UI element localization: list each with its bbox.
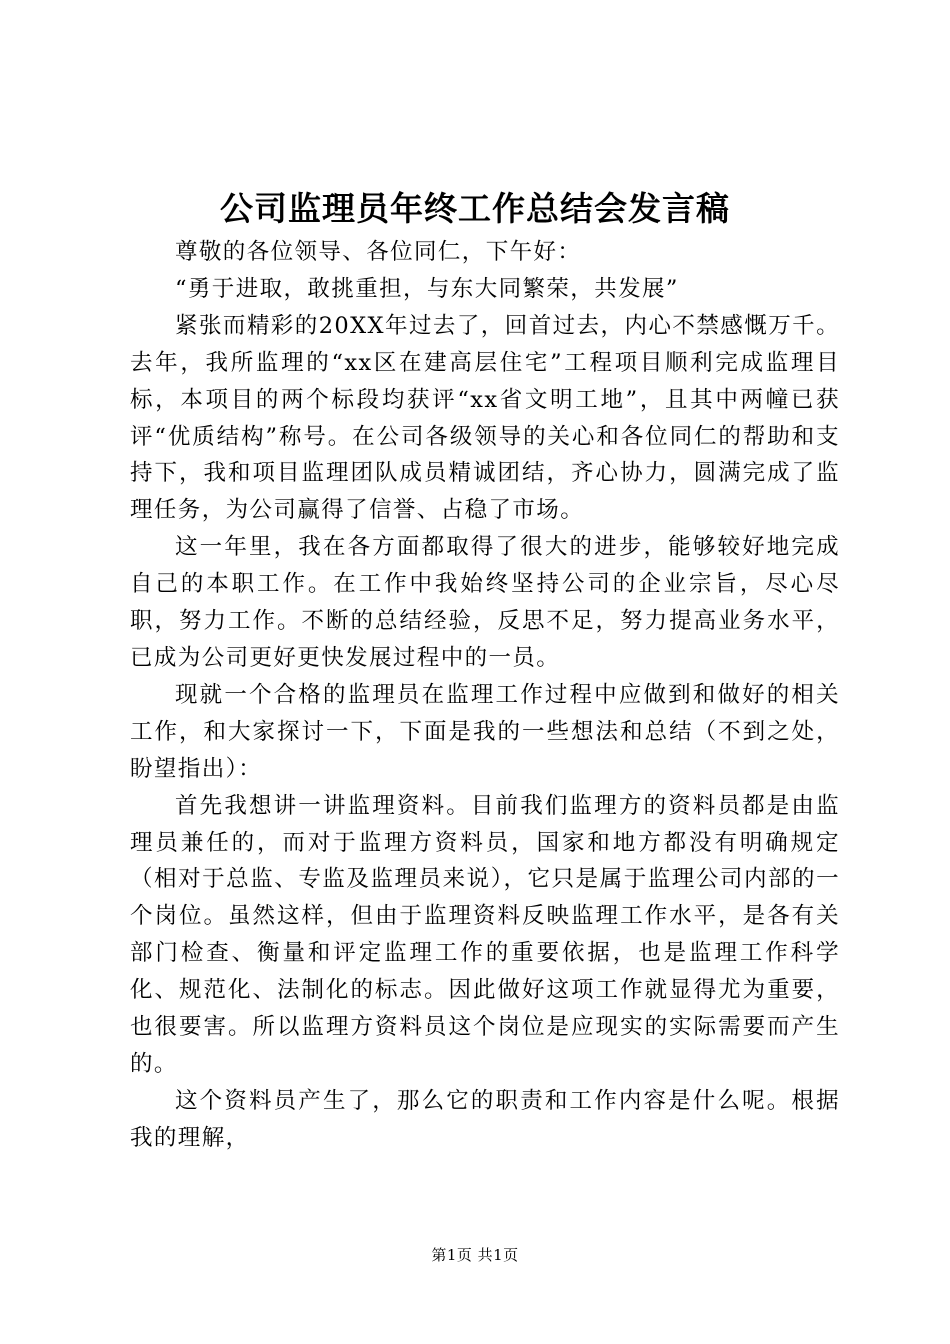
body-paragraph: 首先我想讲一讲监理资料。目前我们监理方的资料员都是由监理员兼任的，而对于监理方资料员，国家和地方都没有明确规定（相对于总监、专监及监理员来说），它只是属于监理公司内部的一个岗位。虽然这样，但由于监理资料反映监理工作水平，是各有关部门检查、衡量和评定监理工作的重要依据，也是监理工作科学化、规范化、法制化的标志。因此做好这项工作就显得尤为重要，也很要害。所以监理方资料员这个岗位是应现实的实际需要而产生的。 — [130, 792, 840, 1077]
body-paragraph: 这个资料员产生了，那么它的职责和工作内容是什么呢。根据我的理解， — [130, 1087, 840, 1151]
body-paragraph: 这一年里，我在各方面都取得了很大的进步，能够较好地完成自己的本职工作。在工作中我始终坚持公司的企业宗旨，尽心尽职，努力工作。不断的总结经验，反思不足，努力提高业务水平，已成为公司更好更快发展过程中的一员。 — [130, 534, 840, 671]
document-title: 公司监理员年终工作总结会发言稿 — [220, 189, 730, 228]
body-paragraph: 现就一个合格的监理员在监理工作过程中应做到和做好的相关工作，和大家探讨一下，下面是我的一些想法和总结（不到之处，盼望指出）： — [130, 681, 840, 782]
document-body — [130, 234, 840, 1157]
body-paragraph: 紧张而精彩的20XX年过去了，回首过去，内心不禁感慨万千。去年，我所监理的“xx区在建高层住宅”工程项目顺利完成监理目标，本项目的两个标段均获评“xx省文明工地”，且其中两幢已获评“优质结构”称号。在公司各级领导的关心和各位同仁的帮助和支持下，我和项目监理团队成员精诚团结，齐心协力，圆满完成了监理任务，为公司赢得了信誉、占稳了市场。 — [130, 312, 840, 524]
greeting-paragraph: 尊敬的各位领导、各位同仁，下午好： — [175, 239, 582, 265]
slogan-paragraph: “勇于进取，敢挑重担，与东大同繁荣，共发展” — [175, 275, 679, 302]
page-number-footer: 第1页 共1页 — [431, 1246, 519, 1264]
